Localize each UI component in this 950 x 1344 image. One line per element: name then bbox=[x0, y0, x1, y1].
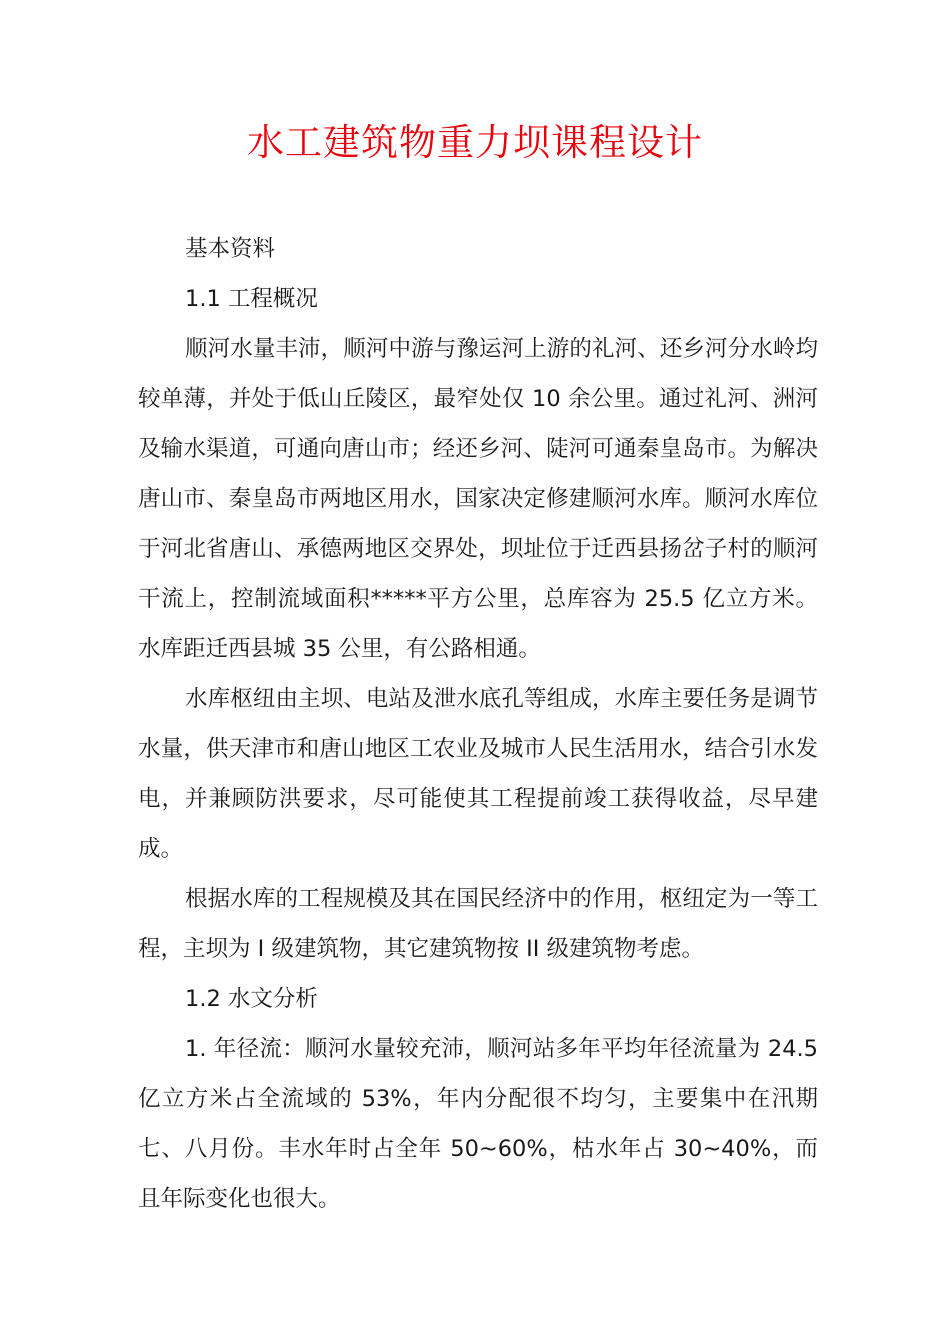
section-heading-project-overview: 1.1 工程概况 bbox=[185, 286, 318, 312]
paragraph-overview: 顺河水量丰沛，顺河中游与豫运河上游的礼河、还乡河分水岭均较单薄，并处于低山丘陵区，最窄处仅 10 余公里。通过礼河、洲河及输水渠道，可通向唐山市；经还乡河、陡河可通秦皇岛市。为解决唐山市、秦皇岛市两地区用水，国家决定修建顺河水库。顺河水库位于河北省唐山、承德两地区交界处，坝址位于迁西县扬岔子村的顺河干流上，控制流域面积*****平方公里，总库容为 25.5 亿立方米。水库距迁西县城 35 公里，有公路相通。 bbox=[138, 336, 818, 662]
document-title: 水工建筑物重力坝课程设计 bbox=[247, 121, 703, 164]
section-heading-basic-info: 基本资料 bbox=[185, 236, 276, 262]
paragraph-reservoir-tasks: 水库枢纽由主坝、电站及泄水底孔等组成，水库主要任务是调节水量，供天津市和唐山地区工农业及城市人民生活用水，结合引水发电，并兼顾防洪要求，尽可能使其工程提前竣工获得收益，尽早建成。 bbox=[138, 686, 818, 862]
paragraph-annual-runoff: 1. 年径流：顺河水量较充沛，顺河站多年平均年径流量为 24.5 亿立方米占全流域的 53%，年内分配很不均匀，主要集中在汛期七、八月份。丰水年时占全年 50~60%，枯水年占 30~40%，而且年际变化也很大。 bbox=[138, 1036, 818, 1212]
document-body bbox=[138, 224, 818, 1224]
section-heading-hydrology: 1.2 水文分析 bbox=[185, 986, 318, 1012]
paragraph-project-grade: 根据水库的工程规模及其在国民经济中的作用，枢纽定为一等工程，主坝为 I 级建筑物，其它建筑物按 II 级建筑物考虑。 bbox=[138, 886, 818, 962]
